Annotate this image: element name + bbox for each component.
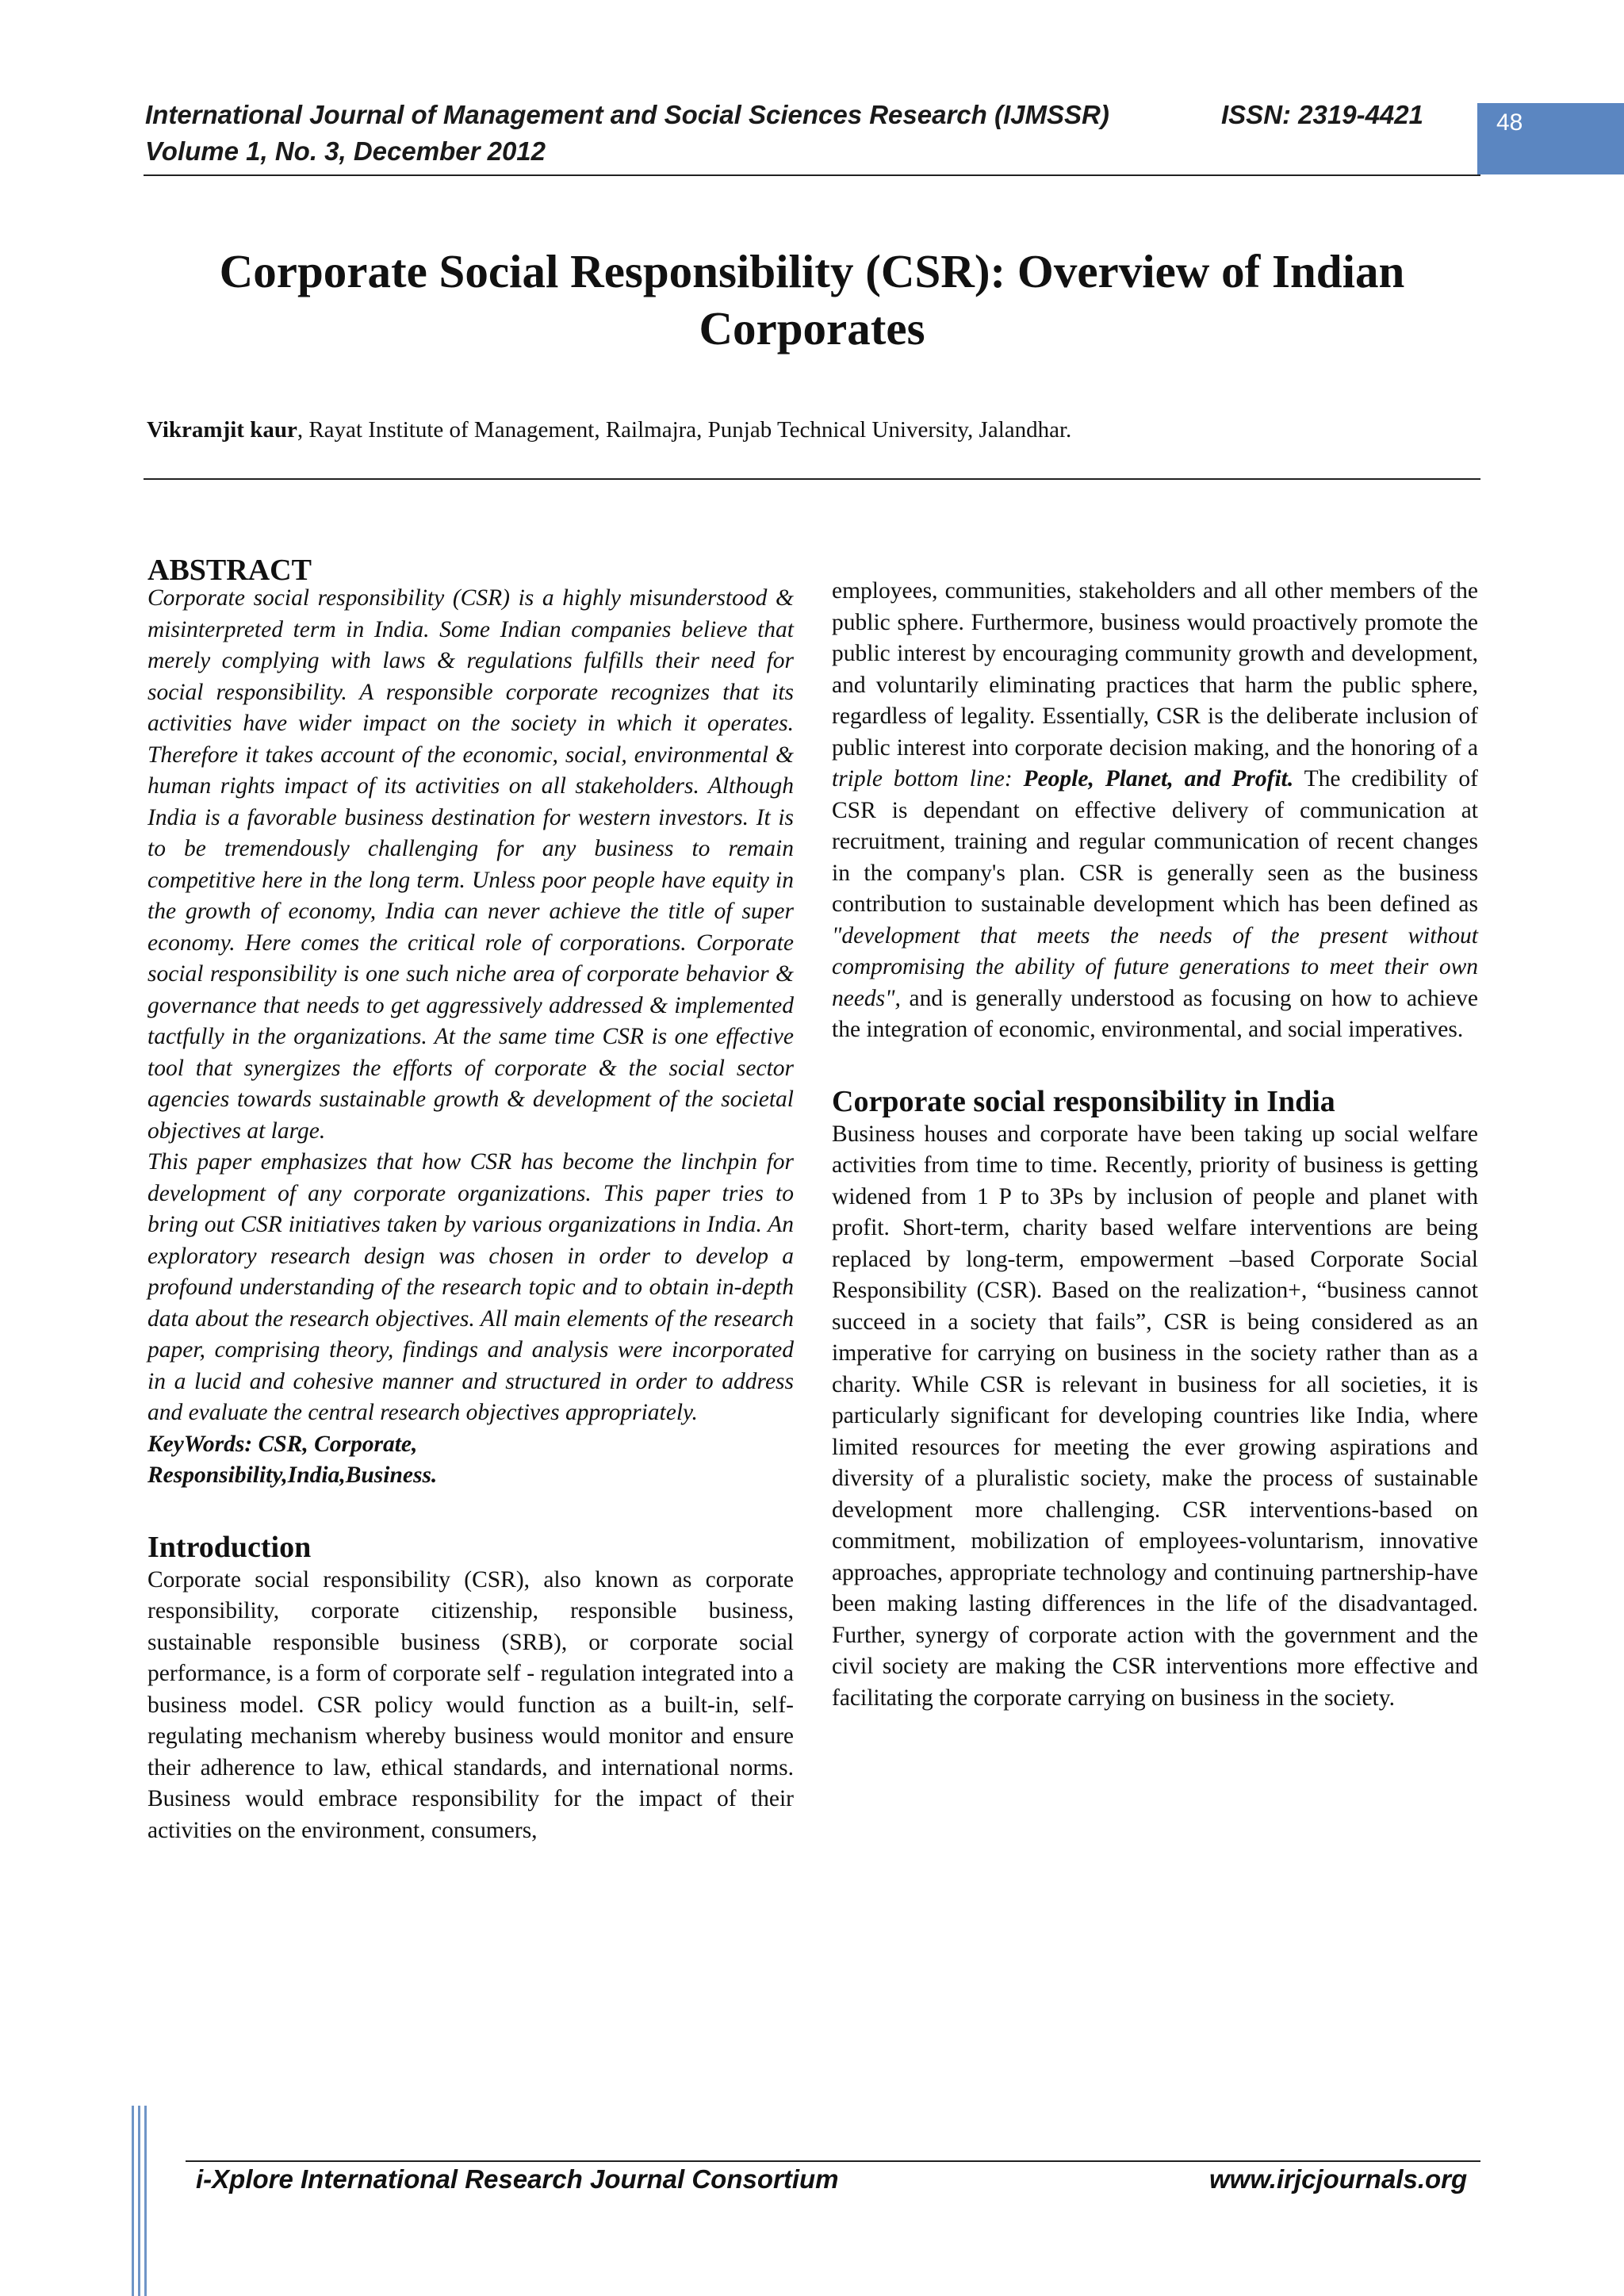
volume-issue: Volume 1, No. 3, December 2012 [145, 136, 546, 166]
abstract-heading: ABSTRACT [147, 554, 312, 587]
keywords-line-1: KeyWords: CSR, Corporate, [147, 1431, 418, 1457]
right-column [832, 576, 1478, 1714]
csr-india-heading: Corporate social responsibility in India [832, 1084, 1335, 1118]
csr-india-paragraph: Business houses and corporate have been taking up social welfare activities from time to time. Recently, priority of business is getting widened from 1 P to 3Ps by inclusion of people and planet with profit. Short-term, charity based welfare interventions are being replaced by long-term, empowerment –based Corporate Social Responsibility (CSR). Based on the realization+, “business cannot succeed in a society that fails”, CSR is being considered as an imperative for carrying on business in the society rather than as a charity. While CSR is relevant in business for all societies, it is particularly significant for developing countries like India, where limited resources for meeting the ever growing aspirations and diversity of a pluralistic society, make the process of sustainable development more challenging. CSR interventions-based on commitment, mobilization of employees-voluntarism, innovative approaches, appropriate technology and continuing partnership-have been making lasting differences in the life of the disadvantaged. Further, synergy of corporate action with the government and the civil society are making the CSR interventions more effective and facilitating the corporate carrying on business in the society. [832, 1121, 1478, 1711]
introduction-heading: Introduction [147, 1530, 312, 1564]
author-affiliation: , Rayat Institute of Management, Railmajra, Punjab Technical University, Jalandhar. [297, 417, 1072, 443]
footer-decor-bar [138, 2106, 140, 2296]
issn: ISSN: 2319-4421 [1221, 100, 1423, 129]
footer-rule [186, 2160, 1480, 2162]
author-name: Vikramjit kaur [147, 417, 297, 443]
abstract-paragraph-1: Corporate social responsibility (CSR) is a highly misunderstood & misinterpreted term in India. Some Indian companies believe that merely complying with laws & regulations fulfills their need for social responsibility. A responsible corporate recognizes that its activities have wider impact on the society in which it operates. Therefore it takes account of the economic, social, environmental & human rights impact of its activities on all stakeholders. Although India is a favorable business destination for western investors. It is to be tremendously challenging for any business to remain competitive here in the long term. Unless poor people have equity in the growth of economy, India can never achieve the title of super economy. Here comes the critical role of corporations. Corporate social responsibility is one such niche area of corporate behavior & governance that needs to get aggressively addressed & implemented tactfully in the organizations. At the same time CSR is one effective tool that synergizes the efforts of corporate & the social sector agencies towards sustainable growth & development of the societal objectives at large. [147, 585, 794, 1144]
introduction-paragraph: Corporate social responsibility (CSR), also known as corporate responsibility, corporate citizenship, responsible business, sustainable responsible business (SRB), or corporate social performance, is a form of corporate self - regulation integrated into a business model. CSR policy would function as a built-in, self-regulating mechanism whereby business would monitor and ensure their adherence to law, ethical standards, and international norms. Business would embrace responsibility for the impact of their activities on the environment, consumers, [147, 1566, 794, 1843]
header-rule [144, 174, 1480, 176]
footer-consortium: i-Xplore International Research Journal Consortium [196, 2164, 839, 2194]
intro-cont-text-2: The credibility of CSR is dependant on effective delivery of communication at recruitment, training and regular communication of recent changes in the company's plan. CSR is generally seen as the business contribution to sustainable development which has been defined as [832, 766, 1478, 917]
article-title: Corporate Social Responsibility (CSR): Overview of Indian Corporates [219, 245, 1405, 355]
triple-bottom-line: triple bottom line: [832, 766, 1013, 792]
page-number-badge: 48 [1477, 103, 1624, 174]
introduction-continued [832, 576, 1478, 1046]
abstract-paragraph-2: This paper emphasizes that how CSR has become the linchpin for development of any corporate organizations. This paper tries to bring out CSR initiatives taken by various organizations in India. An exploratory research design was chosen in order to develop a profound understanding of the research topic and to obtain in-depth data about the research objectives. All main elements of the research paper, comprising theory, findings and analysis were incorporated in a lucid and cohesive manner and structured in order to address and evaluate the central research objectives appropriately. [147, 1149, 794, 1425]
footer-website: www.irjcjournals.org [1209, 2164, 1468, 2194]
people-planet-profit: People, Planet, and Profit. [1023, 766, 1294, 792]
keywords-line-2: Responsibility,India,Business. [147, 1462, 438, 1488]
title-rule [144, 478, 1480, 480]
keywords [147, 1429, 794, 1492]
left-column [147, 553, 794, 1846]
journal-name: International Journal of Management and Social Sciences Research (IJMSSR) [145, 100, 1109, 129]
footer-decor-bar [144, 2106, 147, 2296]
intro-cont-text-3: and is generally understood as focusing on how to achieve the integration of economic, environmental, and social imperatives. [832, 985, 1478, 1042]
footer-decor-bar [132, 2106, 134, 2296]
sustainable-development-quote: "development that meets the needs of the present without compromising the ability of future generations to meet their own needs", [832, 922, 1478, 1011]
author-line [147, 417, 1071, 443]
intro-cont-text-1: employees, communities, stakeholders and all other members of the public sphere. Furthermore, business would proactively promote the public interest by encouraging community growth and development, and voluntarily eliminating practices that harm the public sphere, regardless of legality. Essentially, CSR is the deliberate inclusion of public interest into corporate decision making, and the honoring of a [832, 578, 1478, 761]
